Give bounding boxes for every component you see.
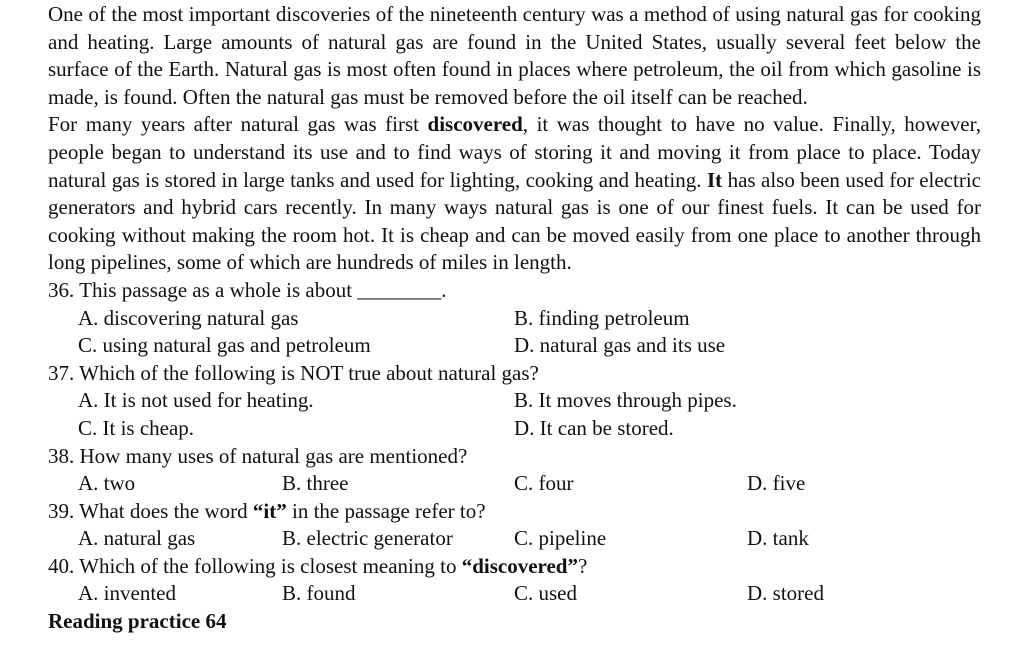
question-37-option-d: D. It can be stored. [514, 415, 674, 440]
question-37-options-row-2 [48, 415, 981, 443]
question-39-options-row [48, 525, 981, 553]
passage-text: For many years after natural gas was first [48, 112, 428, 137]
question-40-quoted-word: “discovered” [461, 553, 578, 578]
question-40-option-b: B. found [282, 581, 356, 606]
question-38-option-a: A. two [78, 471, 136, 496]
question-39-stem-text-end: in the passage refer to? [286, 498, 486, 523]
question-39-option-c: C. pipeline [514, 526, 607, 551]
question-38-options-row [48, 470, 981, 498]
question-39-quoted-word: “it” [252, 498, 287, 523]
question-37-option-a: A. It is not used for heating. [78, 388, 314, 413]
reading-document [48, 1, 981, 636]
question-38-stem: 38. How many uses of natural gas are mentioned? [48, 443, 468, 468]
question-40-options-row [48, 580, 981, 608]
passage-paragraph-1 [48, 1, 981, 111]
question-39-option-b: B. electric generator [282, 526, 453, 551]
bold-word-discovered: discovered [427, 112, 523, 137]
question-40-option-a: A. invented [78, 581, 176, 606]
question-38-option-c: C. four [514, 471, 574, 496]
passage-paragraph-2 [48, 111, 981, 277]
question-39-option-a: A. natural gas [78, 526, 196, 551]
question-39-option-d: D. tank [747, 526, 809, 551]
bold-word-it: It [706, 167, 723, 192]
question-39-stem [48, 498, 981, 526]
question-40-stem-text: 40. Which of the following is closest meaning to [48, 553, 462, 578]
question-40-stem [48, 553, 981, 581]
question-36-option-b: B. finding petroleum [514, 305, 690, 330]
question-37-option-b: B. It moves through pipes. [514, 388, 737, 413]
question-36-options-row-2 [48, 332, 981, 360]
passage-text: , it was thought to have no value. Finally, however, people began to understand its use and to find ways of storing it and moving it from place to place. Today natural gas is stored in large tanks and used for lighting, cooking and heating. [48, 112, 981, 192]
question-36-stem: 36. This passage as a whole is about ________. [48, 277, 447, 302]
question-40-option-c: C. used [514, 581, 577, 606]
question-37-stem: 37. Which of the following is NOT true about natural gas? [48, 360, 539, 385]
question-36-option-d: D. natural gas and its use [514, 333, 726, 358]
question-37-option-c: C. It is cheap. [78, 415, 195, 440]
question-36-option-a: A. discovering natural gas [78, 305, 299, 330]
question-39-stem-text: 39. What does the word [48, 498, 253, 523]
question-36-option-c: C. using natural gas and petroleum [78, 333, 371, 358]
question-40-stem-text-end: ? [578, 553, 588, 578]
passage-text: has also been used for electric generators and hybrid cars recently. In many ways natural gas is one of our finest fuels. It can be used for cooking without making the room hot. It is cheap and can be moved easily from one place to another through long pipelines, some of which are hundreds of miles in length. [48, 167, 981, 275]
question-38-option-d: D. five [747, 471, 806, 496]
section-heading: Reading practice 64 [48, 609, 227, 634]
question-37-options-row-1 [48, 387, 981, 415]
passage-text: One of the most important discoveries of the nineteenth century was a method of using natural gas for cooking and heating. Large amounts of natural gas are found in the United States, usually several feet below the surface of the Earth. Natural gas is most often found in places where petroleum, the oil from which gasoline is made, is found. Often the natural gas must be removed before the oil itself can be reached. [48, 2, 981, 109]
question-40-option-d: D. stored [747, 581, 824, 606]
question-38-option-b: B. three [282, 471, 349, 496]
question-36-options-row-1 [48, 305, 981, 333]
